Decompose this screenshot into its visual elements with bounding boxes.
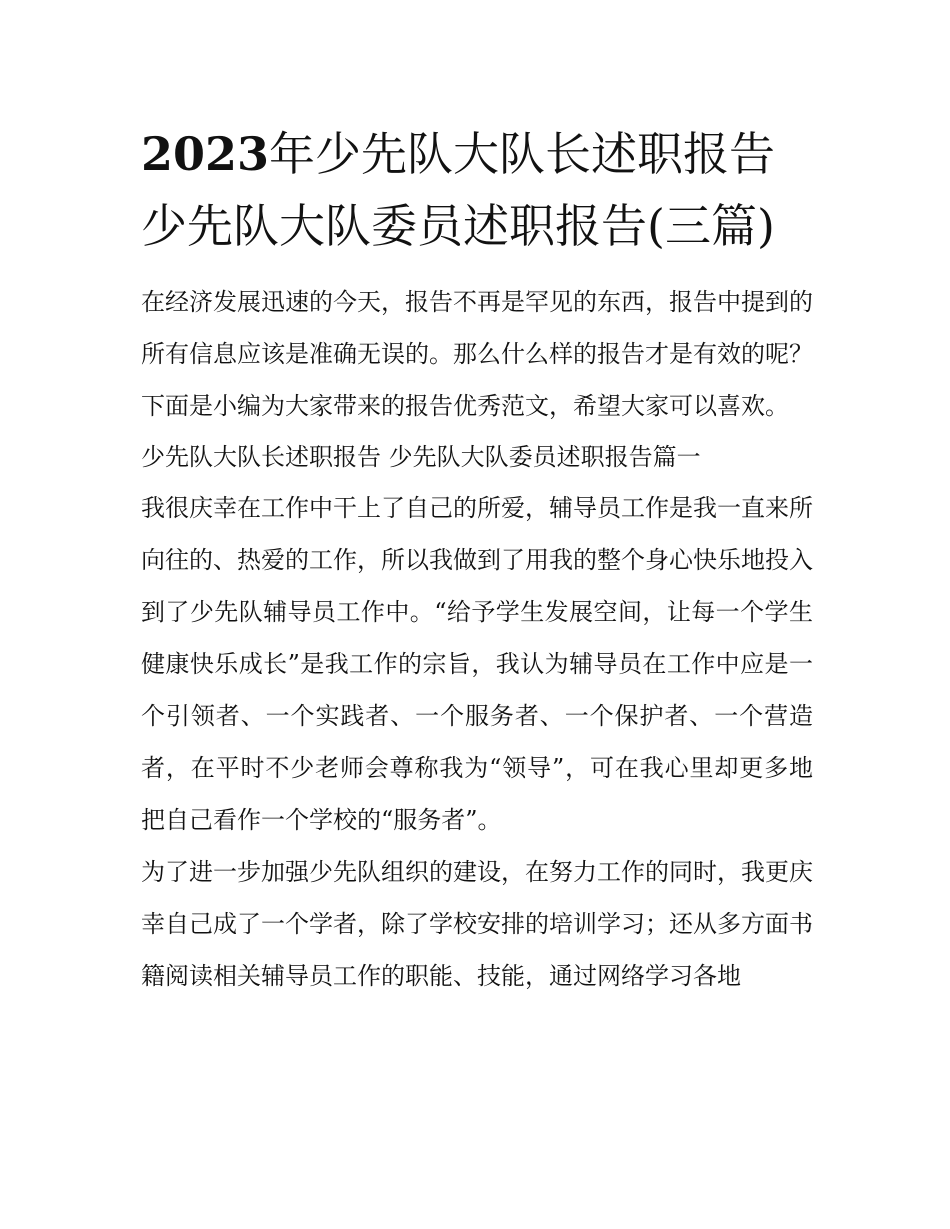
title-text: 年少先队大队长述职报告少先队大队委员述职报告(三篇) — [141, 127, 776, 253]
document-title — [141, 118, 813, 262]
body-paragraph-1: 我很庆幸在工作中干上了自己的所爱，辅导员工作是我一直来所向往的、热爱的工作，所以我做到了用我的整个身心快乐地投入到了少先队辅导员工作中。“给予学生发展空间，让每一个学生健康快乐成长”是我工作的宗旨，我认为辅导员在工作中应是一个引领者、一个实践者、一个服务者、一个保护者、一个营造者，在平时不少老师会尊称我为“领导”，可在我心里却更多地把自己看作一个学校的“服务者”。 — [141, 494, 813, 834]
document-content — [141, 118, 813, 1002]
title-year: 2023 — [141, 127, 270, 181]
intro-paragraph: 在经济发展迅速的今天，报告不再是罕见的东西，报告中提到的所有信息应该是准确无误的。那么什么样的报告才是有效的呢？下面是小编为大家带来的报告优秀范文，希望大家可以喜欢。 — [141, 288, 813, 420]
body-paragraph-2: 为了进一步加强少先队组织的建设，在努力工作的同时，我更庆幸自己成了一个学者，除了学校安排的培训学习；还从多方面书籍阅读相关辅导员工作的职能、技能，通过网络学习各地 — [141, 858, 813, 990]
section-heading: 少先队大队长述职报告 少先队大队委员述职报告篇一 — [141, 443, 701, 471]
